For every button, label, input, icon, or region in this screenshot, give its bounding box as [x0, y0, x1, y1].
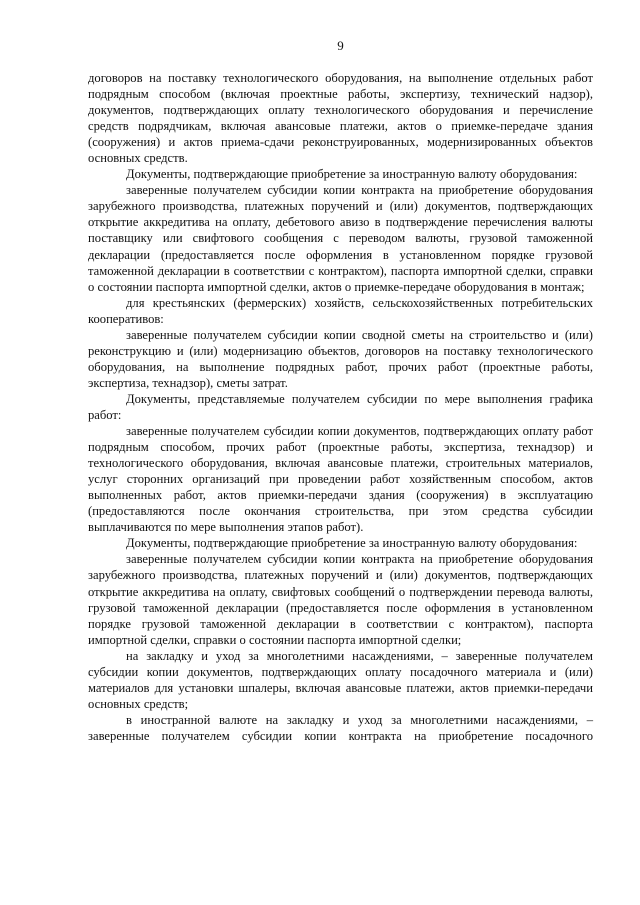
paragraph-p3: заверенные получателем субсидии копии контракта на приобретение оборудования зарубежного производства, платежных поручений и (или) документов, подтверждающих открытие аккредитива на оплату, дебетового авизо в подтверждение перечисления валюты поставщику или свифтового сообщения с переводом валюты, грузовой таможенной декларации (предоставляется после оформления в установленном порядке грузовой таможенной декларации в соответствии с контрактом), паспорта импортной сделки, справки о состоянии паспорта импортной сделки, актов о приемке-передаче оборудования в монтаж; — [88, 183, 593, 294]
page-number: 9 — [337, 38, 344, 53]
paragraph-p5: заверенные получателем субсидии копии сводной сметы на строительство и (или) реконструкцию и (или) модернизацию объектов, договоров на поставку технологического оборудования, на выполнение подрядных работ, прочих работ (проектные работы, экспертиза, технадзор), сметы затрат. — [88, 327, 593, 390]
paragraph-p11: в иностранной валюте на закладку и уход за многолетними насаждениями, – заверенные получателем субсидии копии контракта на приобретение посадочного — [88, 712, 593, 743]
paragraph-p9: заверенные получателем субсидии копии контракта на приобретение оборудования зарубежного производства, платежных поручений и (или) документов, подтверждающих открытие аккредитива на оплату, свифтовых сообщений о подтверждении перевода валюты, грузовой таможенной декларации (предоставляется после оформления в установленном порядке грузовой таможенной декларации в соответствии с контрактом), паспорта импортной сделки, справки о состоянии паспорта импортной сделки; — [88, 552, 593, 647]
paragraph-p6: Документы, представляемые получателем субсидии по мере выполнения графика работ: — [88, 391, 593, 422]
paragraph-p7: заверенные получателем субсидии копии документов, подтверждающих оплату работ подрядным способом, прочих работ (проектные работы, экспертиза, технадзор) и технологического оборудования, включая авансовые платежи, строительных материалов, услуг сторонних организаций при проведении работ хозяйственным способом, актов выполненных работ, актов приемки-передачи здания (сооружения) в эксплуатацию (предоставляются после окончания строительства, при этом средства субсидии выплачиваются по мере выполнения этапов работ). — [88, 424, 593, 535]
document-body — [88, 70, 593, 744]
paragraph-p2: Документы, подтверждающие приобретение за иностранную валюту оборудования: — [126, 167, 578, 182]
paragraph-p10: на закладку и уход за многолетними насаждениями, – заверенные получателем субсидии копии документов, подтверждающих оплату посадочного материала и (или) материалов для установки шпалеры, включая авансовые платежи, актов приемки-передачи основных средств; — [88, 648, 593, 711]
paragraph-p1: договоров на поставку технологического оборудования, на выполнение отдельных работ подрядным способом (включая проектные работы, экспертизу, технический надзор), документов, подтверждающих оплату технологического оборудования и перечисление средств подрядчикам, включая авансовые платежи, актов о приемке-передаче здания (сооружения) и актов приема-сдачи реконструированных, модернизированных объектов основных средств. — [88, 71, 593, 166]
paragraph-p4: для крестьянских (фермерских) хозяйств, сельскохозяйственных потребительских кооперативов: — [88, 295, 593, 326]
paragraph-p8: Документы, подтверждающие приобретение за иностранную валюту оборудования: — [126, 536, 578, 551]
